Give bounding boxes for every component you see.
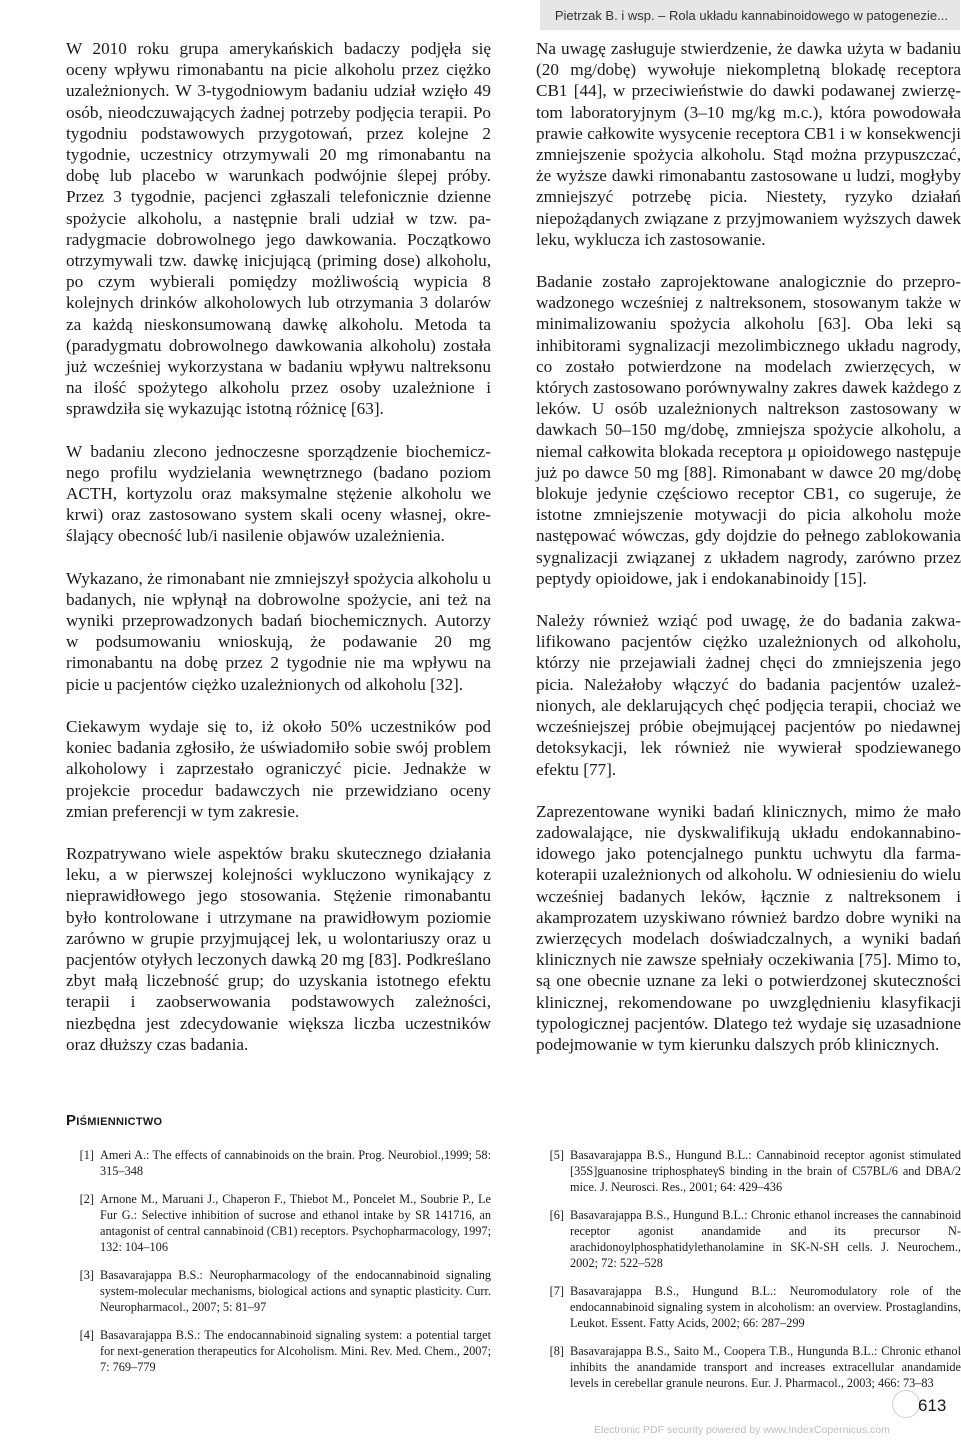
references-heading: Piśmiennictwo <box>66 1112 163 1129</box>
security-note: Electronic PDF security powered by www.IndexCopernicus.com <box>594 1424 890 1436</box>
paragraph: Należy również wziąć pod uwagę, że do badania zakwalifikowano pacjentów ciężko uzależnionych od alkoholu, którzy nie przejawiali żadnej chęci do zmniejszenia jego picia. Należałoby włączyć do badania pacjentów uzależnionych, ale deklarujących chęć podjęcia terapii, chociaż we wcześniejszej próbie obejmującej pacjentów po niedawnej detoksykacji, lek również nie wywierał spodziewanego efektu [77]. <box>536 611 961 779</box>
reference-item <box>536 1283 961 1331</box>
reference-text: Basavarajappa B.S., Hungund B.L.: Chronic ethanol increases the cannabinoid receptor agonist anandamide and its precursor N-arachidonoylphosphatidylethanolamine in SK-N-SH cells. J. Neurochem., 2002; 72: 522–528 <box>570 1208 961 1270</box>
right-text-column <box>536 38 961 1076</box>
reference-item <box>536 1207 961 1271</box>
reference-number: [1] <box>79 1148 94 1162</box>
paragraph: W badaniu zlecono jednoczesne sporządzenie biochemicznego profilu wydzielania wewnętrznego (badano poziom ACTH, kortyzolu oraz maksymalne stężenie alkoholu we krwi) oraz zastosowano system skali oceny własnej, określający obecność lub/i nasilenie objawów uzależnienia. <box>66 441 491 546</box>
references-list-left <box>66 1147 491 1387</box>
reference-item <box>536 1343 961 1391</box>
reference-item <box>66 1267 491 1315</box>
paragraph: Ciekawym wydaje się to, iż około 50% uczestników pod koniec badania zgłosiło, że uświadomiło sobie swój problem alkoholowy i zaprzestało ograniczyć picie. Jednakże w projekcie procedur badawczych nie przewidziano oceny zmian preferencji w tym zakresie. <box>66 716 491 821</box>
paragraph: W 2010 roku grupa amerykańskich badaczy podjęła się oceny wpływu rimonabantu na picie alkoholu przez ciężko uzależnionych. W 3-tygodniowym badaniu udział wzięło 49 osób, nieodczuwających żadnej potrzeby podjęcia terapii. Po tygodniu podstawowych przygotowań, przez kolejne 2 tygodnie, uczestnicy otrzymywali 20 mg rimonabantu na dobę lub placebo w warunkach podwójnie ślepej próby. Przez 3 tygodnie, pacjenci zgłaszali telefonicznie dzienne spożycie alkoholu, a następnie brali udział w tzw. paradygmacie dobrowolnego jego dawkowania. Początkowo otrzymywali tzw. dawkę inicjującą (priming dose) alkoholu, po czym wybierali pomiędzy możliwością wypicia 8 kolejnych drinków alkoholowych lub otrzymania 3 dolarów za każdą nieskonsumowaną dawkę alkoholu. Metoda ta (paradygmatu dobrowolnego dawkowania alkoholu) została już wcześniej wykorzystana w badaniu wpływu naltreksonu na ilość spożytego alkoholu przez osoby uzależnione i sprawdziła się wykazując istotną różnicę [63]. <box>66 39 491 419</box>
reference-text: Arnone M., Maruani J., Chaperon F., Thiebot M., Poncelet M., Soubrie P., Le Fur G.: Selective inhibition of sucrose and ethanol intake by SR 141716, an antagonist of central cannabinoid (CB1) receptors. Psychopharmacology, 1997; 132: 104–106 <box>100 1192 491 1254</box>
reference-text: Basavarajappa B.S., Hungund B.L.: Cannabinoid receptor agonist stimulated [35S]guanosine triphosphateγS binding in the brain of C57BL/6 and DBA/2 mice. J. Neurosci. Res., 2001; 64: 429–436 <box>570 1148 961 1194</box>
running-title: Pietrzak B. i wsp. – Rola układu kannabinoidowego w patogenezie... <box>554 7 948 23</box>
paragraph: Wykazano, że rimonabant nie zmniejszył spożycia alkoholu u badanych, nie wpłynął na dobrowolne spożycie, ani też na wyniki przeprowadzonych badań biochemicznych. Autorzy w podsumowaniu wnioskują, że podawanie 20 mg rimonabantu na dobę przez 2 tygodnie nie ma wpływu na picie u pacjentów ciężko uzależnionych od alkoholu [32]. <box>66 568 491 694</box>
reference-number: [2] <box>79 1192 94 1206</box>
page-number: 613 <box>918 1396 947 1415</box>
reference-number: [4] <box>79 1328 94 1342</box>
reference-number: [6] <box>549 1208 564 1222</box>
paragraph: Zaprezentowane wyniki badań klinicznych, mimo że mało zadowalające, nie dyskwalifikują układu endokannabinoidowego jako potencjalnego punktu uchwytu dla farmakoterapii uzależnionych od alkoholu. W odniesieniu do wielu wcześniej badanych leków, łącznie z naltreksonem i akamprozatem uzyskiwano również bardzo dobre wyniki na zwierzęcych modelach doświadczalnych, a wyniki badań klinicznych nie zawsze spełniały oczekiwania [75]. Mimo to, są one obecnie uznane za leki o potwierdzonej skuteczności klinicznej, rekomendowane po uwzględnieniu klasyfikacji typologicznej pacjentów. Dlatego też wydaje się uzasadnione podejmowanie w tym kierunku dalszych prób klinicznych. <box>536 801 961 1054</box>
running-header <box>540 0 960 30</box>
paragraph: Badanie zostało zaprojektowane analogicznie do przeprowadzonego wcześniej z naltreksonem, stosowanym także w minimalizowaniu spożycia alkoholu [63]. Oba leki są inhibitorami sygnalizacji mezolimbicznego układu nagrody, co zostało potwierdzone na modelach zwierzęcych, w których zastosowano porównywalny zakres dawek każdego z leków. U osób uzależnionych naltrekson zastosowany w dawkach 50–150 mg/dobę, zmniejsza spożycie alkoholu, a niemal całkowita blokada receptora μ opioidowego następuje już po dawce 50 mg [88]. Rimonabant w dawce 20 mg/dobę blokuje jedynie częściowo receptor CB1, co sugeruje, że istotne zmniejszenie motywacji do picia alkoholu może następować wówczas, gdy dojdzie do pełnego zablokowania sygnalizacji związanej z układem nagrody, zarówno przez peptydy opioidowe, jak i endokanabinoidy [15]. <box>536 272 961 588</box>
reference-number: [7] <box>549 1284 564 1298</box>
reference-text: Basavarajappa B.S.: The endocannabinoid signaling system: a potential target for next-generation therapeutics for Alcoholism. Mini. Rev. Med. Chem., 2007; 7: 769–779 <box>100 1328 491 1374</box>
reference-text: Basavarajappa B.S., Hungund B.L.: Neuromodulatory role of the endocannabinoid signaling system in alcoholism: an overview. Prostaglandins, Leukot. Essent. Fatty Acids, 2002; 66: 287–299 <box>570 1284 961 1330</box>
reference-text: Basavarajappa B.S.: Neuropharmacology of the endocannabinoid signaling system-molecular mechanisms, biological actions and synaptic plasticity. Curr. Neuropharmacol., 2007; 5: 81–97 <box>100 1268 491 1314</box>
paragraph: Na uwagę zasługuje stwierdzenie, że dawka użyta w badaniu (20 mg/dobę) wywołuje niekompletną blokadę receptora CB1 [44], w przeciwieństwie do dawki podawanej zwierzętom laboratoryjnym (3–10 mg/kg m.c.), która powodowała prawie całkowite wysycenie receptora CB1 i w konsekwencji zmniejszenie spożycia alkoholu. Stąd można przypuszczać, że wyższe dawki rimonabantu zastosowane u ludzi, mogłyby zmniejszyć potrzebę picia. Niestety, ryzyko działań niepożądanych związane z przyjmowaniem wyższych dawek leku, wyklucza ich zastosowanie. <box>536 39 961 249</box>
reference-text: Basavarajappa B.S., Saito M., Coopera T.B., Hungunda B.L.: Chronic ethanol inhibits the anandamide transport and increases extracellular anandamide levels in cerebellar granule neurons. Eur. J. Pharmacol., 2003; 466: 73–83 <box>570 1344 961 1390</box>
reference-item <box>66 1327 491 1375</box>
left-text-column <box>66 38 491 1076</box>
reference-number: [3] <box>79 1268 94 1282</box>
reference-item <box>66 1147 491 1179</box>
references-list-right <box>536 1147 961 1403</box>
watermark-seal-icon <box>892 1390 920 1418</box>
paragraph: Rozpatrywano wiele aspektów braku skutecznego działania leku, a w pierwszej kolejności wykluczono wynikający z nieprawidłowego jego stosowania. Stężenie rimonabantu było kontrolowane i utrzymane na prawidłowym poziomie zarówno w grupie przyjmującej lek, u wolontariuszy oraz u pacjentów otyłych leczonych dawką 20 mg [83]. Podkreślano zbyt małą liczebność grup; do uzyskania istotnego efektu terapii i zaobserwowania podstawowych zależności, niezbędna jest zdecydowanie większa liczba uczestników oraz dłuższy czas badania. <box>66 843 491 1054</box>
reference-number: [5] <box>549 1148 564 1162</box>
reference-number: [8] <box>549 1344 564 1358</box>
reference-text: Ameri A.: The effects of cannabinoids on the brain. Prog. Neurobiol.,1999; 58: 315–348 <box>100 1148 491 1178</box>
reference-item <box>66 1191 491 1255</box>
reference-item <box>536 1147 961 1195</box>
